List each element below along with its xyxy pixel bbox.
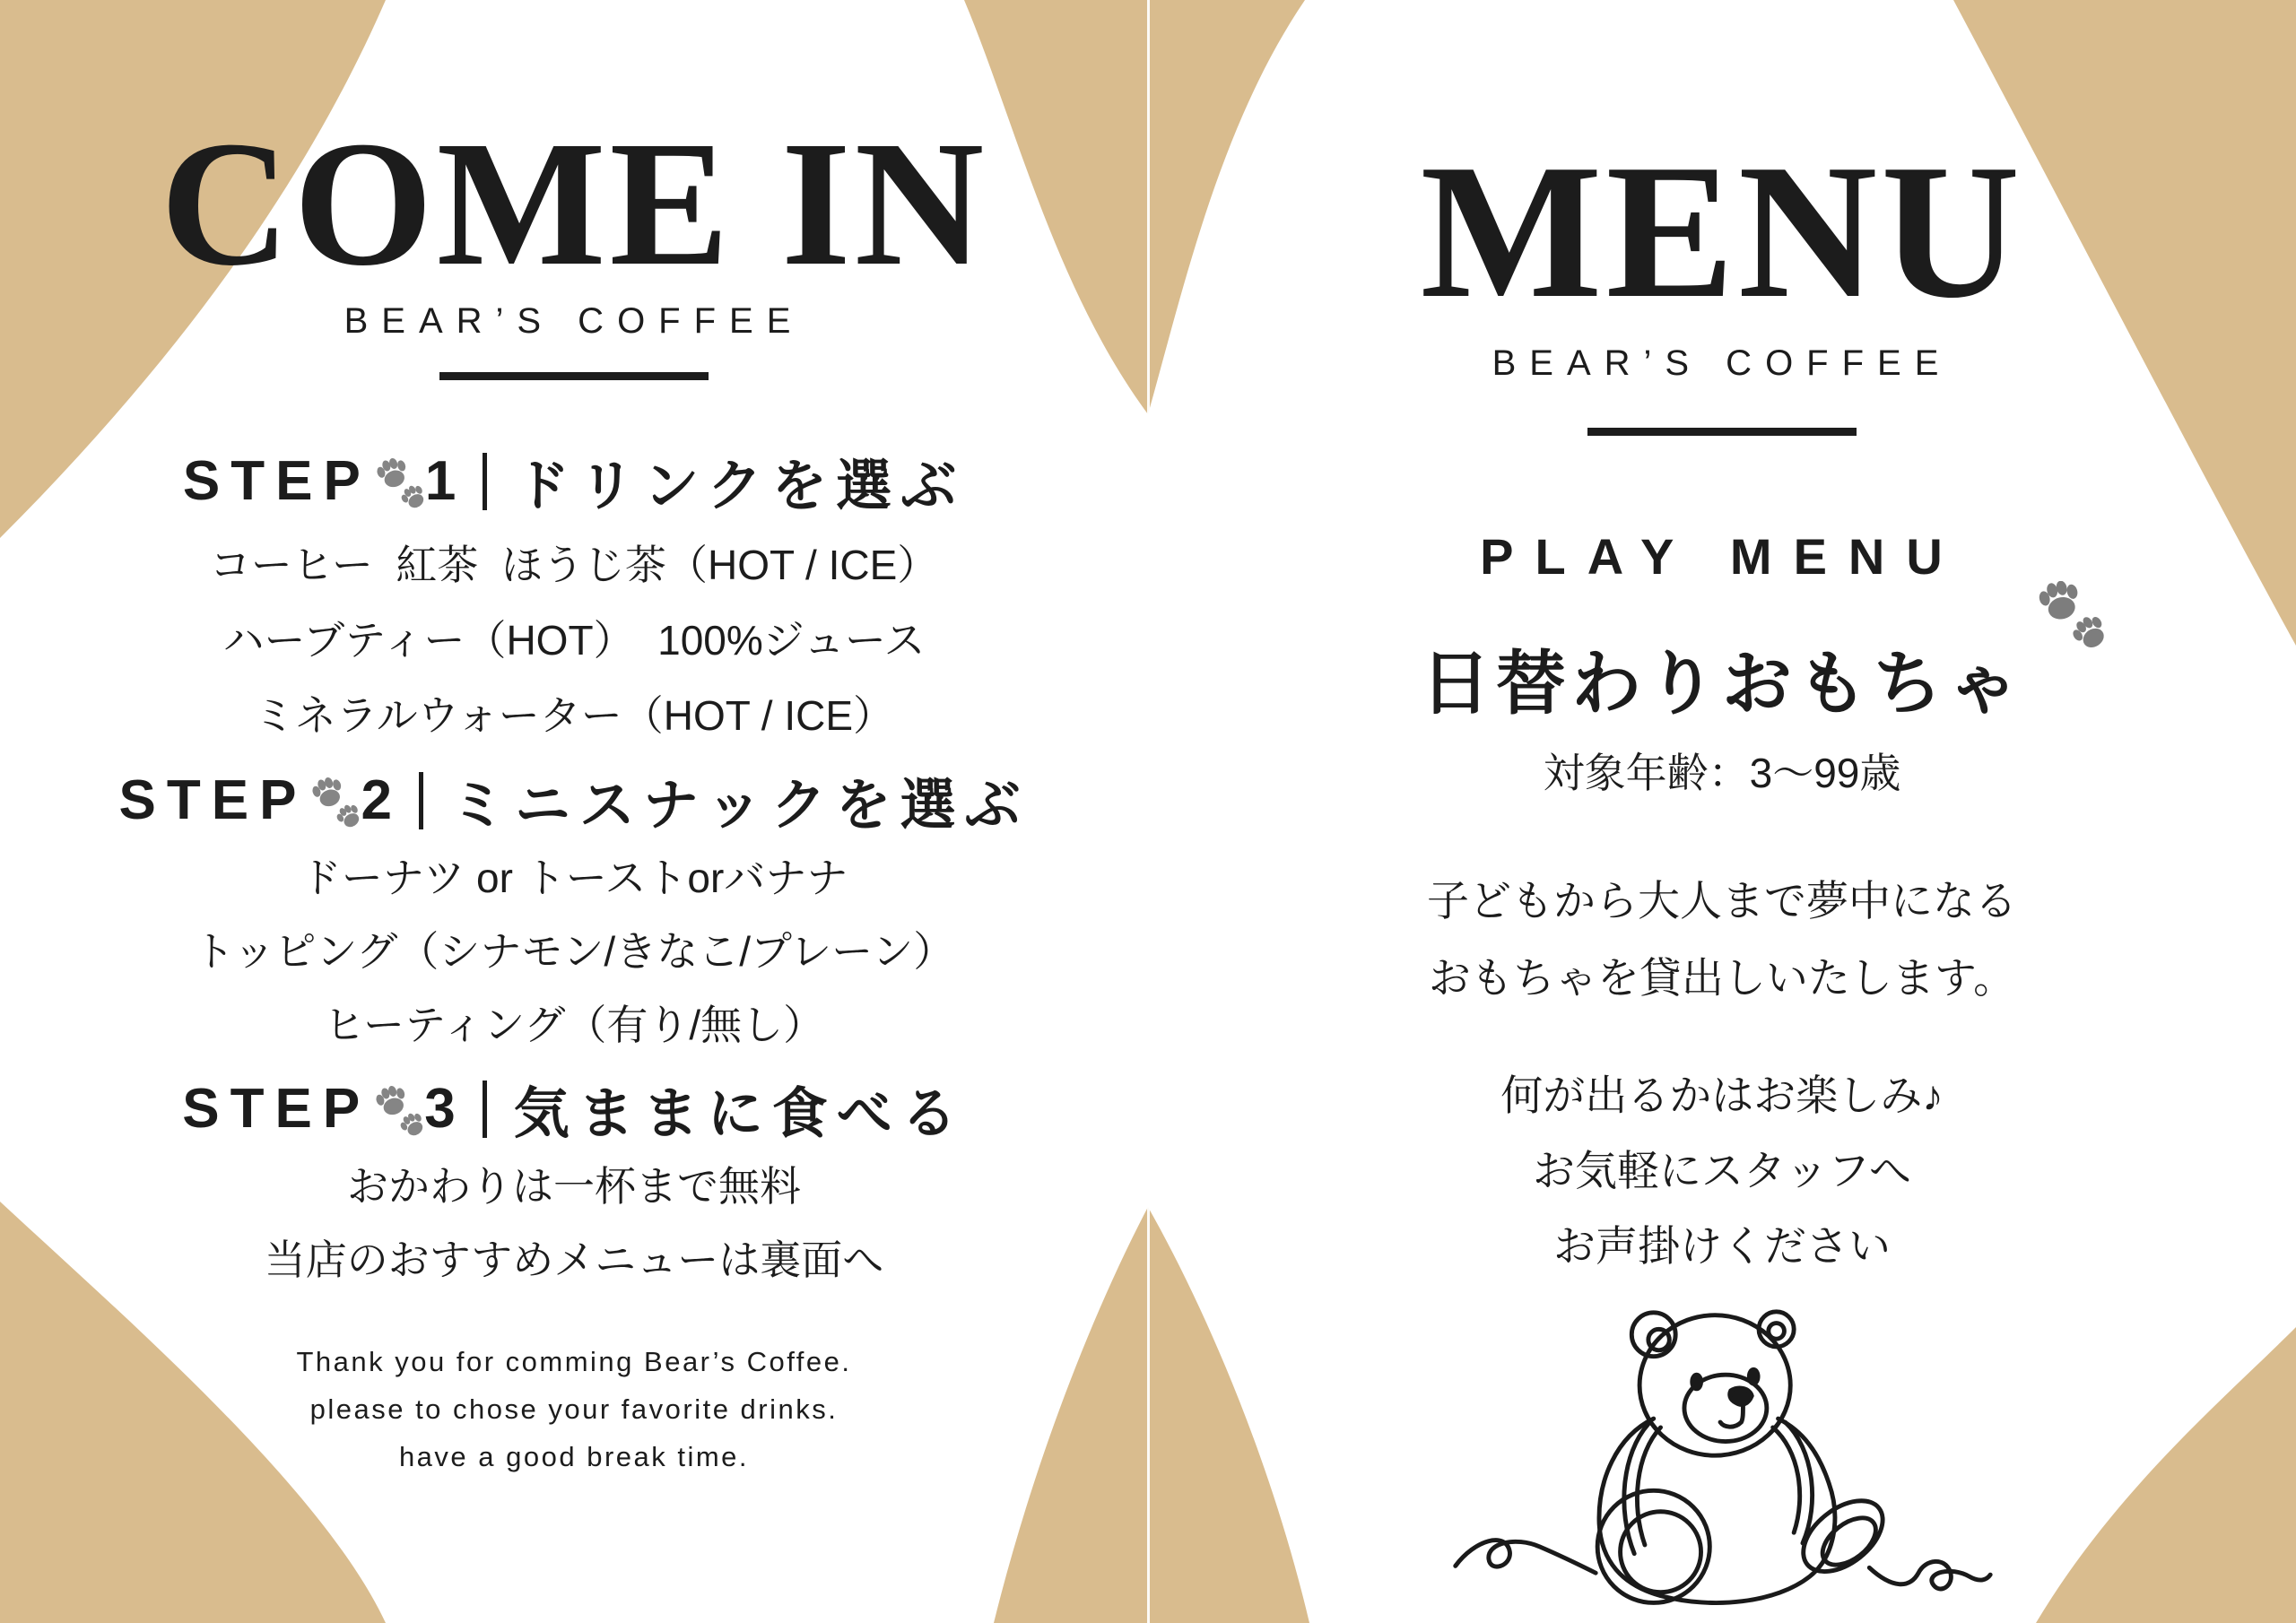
menu-line: ヒーティング（有り/無し） [323,1002,825,1048]
step3-separator-bar [483,1081,487,1138]
step3-number: 3 [424,1078,456,1140]
paw-prints-icon [2027,581,2120,664]
feature-title-row [1148,628,2296,728]
teddy-bear-line-art [1435,1305,2009,1620]
menu-line: ミネラルウォーター（HOT / ICE） [253,692,895,739]
intro-line: 子どもから大人まで夢中になる [1427,877,2017,924]
step3-label: STEP [182,1078,371,1140]
left-divider [0,372,1148,380]
note-line: 何が出るかはお楽しみ♪ [1500,1072,1944,1119]
step2-separator-bar [419,772,423,829]
step3-lines [0,1150,1148,1297]
right-title: MENU [1420,124,2024,338]
intro-paragraph [1148,863,2296,1017]
step1-title: ドリンクを選ぶ [514,456,966,517]
step2-heading [0,760,1148,840]
paw-prints-icon [371,457,430,516]
step1-label: STEP [182,450,371,512]
step2-title: ミニスナックを選ぶ [449,775,1030,837]
paw-prints-icon [307,777,366,836]
left-title: COME IN [160,105,988,303]
age-note: 対象年齢：3〜99歳 [1543,750,1901,796]
note-paragraph [1148,1058,2296,1284]
step2-lines [0,841,1148,1062]
menu-line: おかわりは一杯まで無料 [347,1163,801,1210]
step2-number: 2 [361,769,392,831]
right-brand: BEAR’S COFFEE [1492,343,1952,383]
step3-title: 気ままに食べる [513,1083,966,1145]
step2-label: STEP [118,769,308,831]
intro-line: おもちゃを貸出しいたします。 [1428,954,2016,1002]
note-line: お声掛けください [1553,1222,1891,1270]
left-footer [0,1338,1148,1480]
teddy-bear-illustration [1148,1305,2296,1623]
left-brand: BEAR’S COFFEE [344,301,804,341]
menu-line: 当店のおすすめメニューは裏面へ [264,1237,884,1283]
page-fold-line [1147,0,1150,1623]
menu-line: ドーナツ or トーストorバナナ [300,855,848,901]
menu-line: ハーブティー（HOT） 100%ジュース [222,617,926,664]
note-line: お気軽にスタッフへ [1532,1147,1912,1194]
step1-separator-bar [483,453,487,510]
feature-title: 日替わりおもちゃ [1420,644,2023,723]
panel-menu [1148,0,2296,1623]
menu-line: トッピング（シナモン/きなこ/プレーン） [193,928,955,975]
footer-line: have a good break time. [398,1441,750,1472]
step3-heading [0,1069,1148,1149]
step1-lines [0,527,1148,753]
play-menu-label: PLAY MENU [1480,528,1964,585]
step1-number: 1 [424,450,457,512]
right-divider [1148,428,2296,436]
paw-prints-icon [370,1085,430,1144]
step1-heading [0,441,1148,521]
menu-line: コーヒー 紅茶 ほうじ茶（HOT / ICE） [209,542,939,588]
footer-line: please to chose your favorite drinks. [309,1393,839,1425]
footer-line: Thank you for comming Bear’s Coffee. [296,1346,852,1377]
